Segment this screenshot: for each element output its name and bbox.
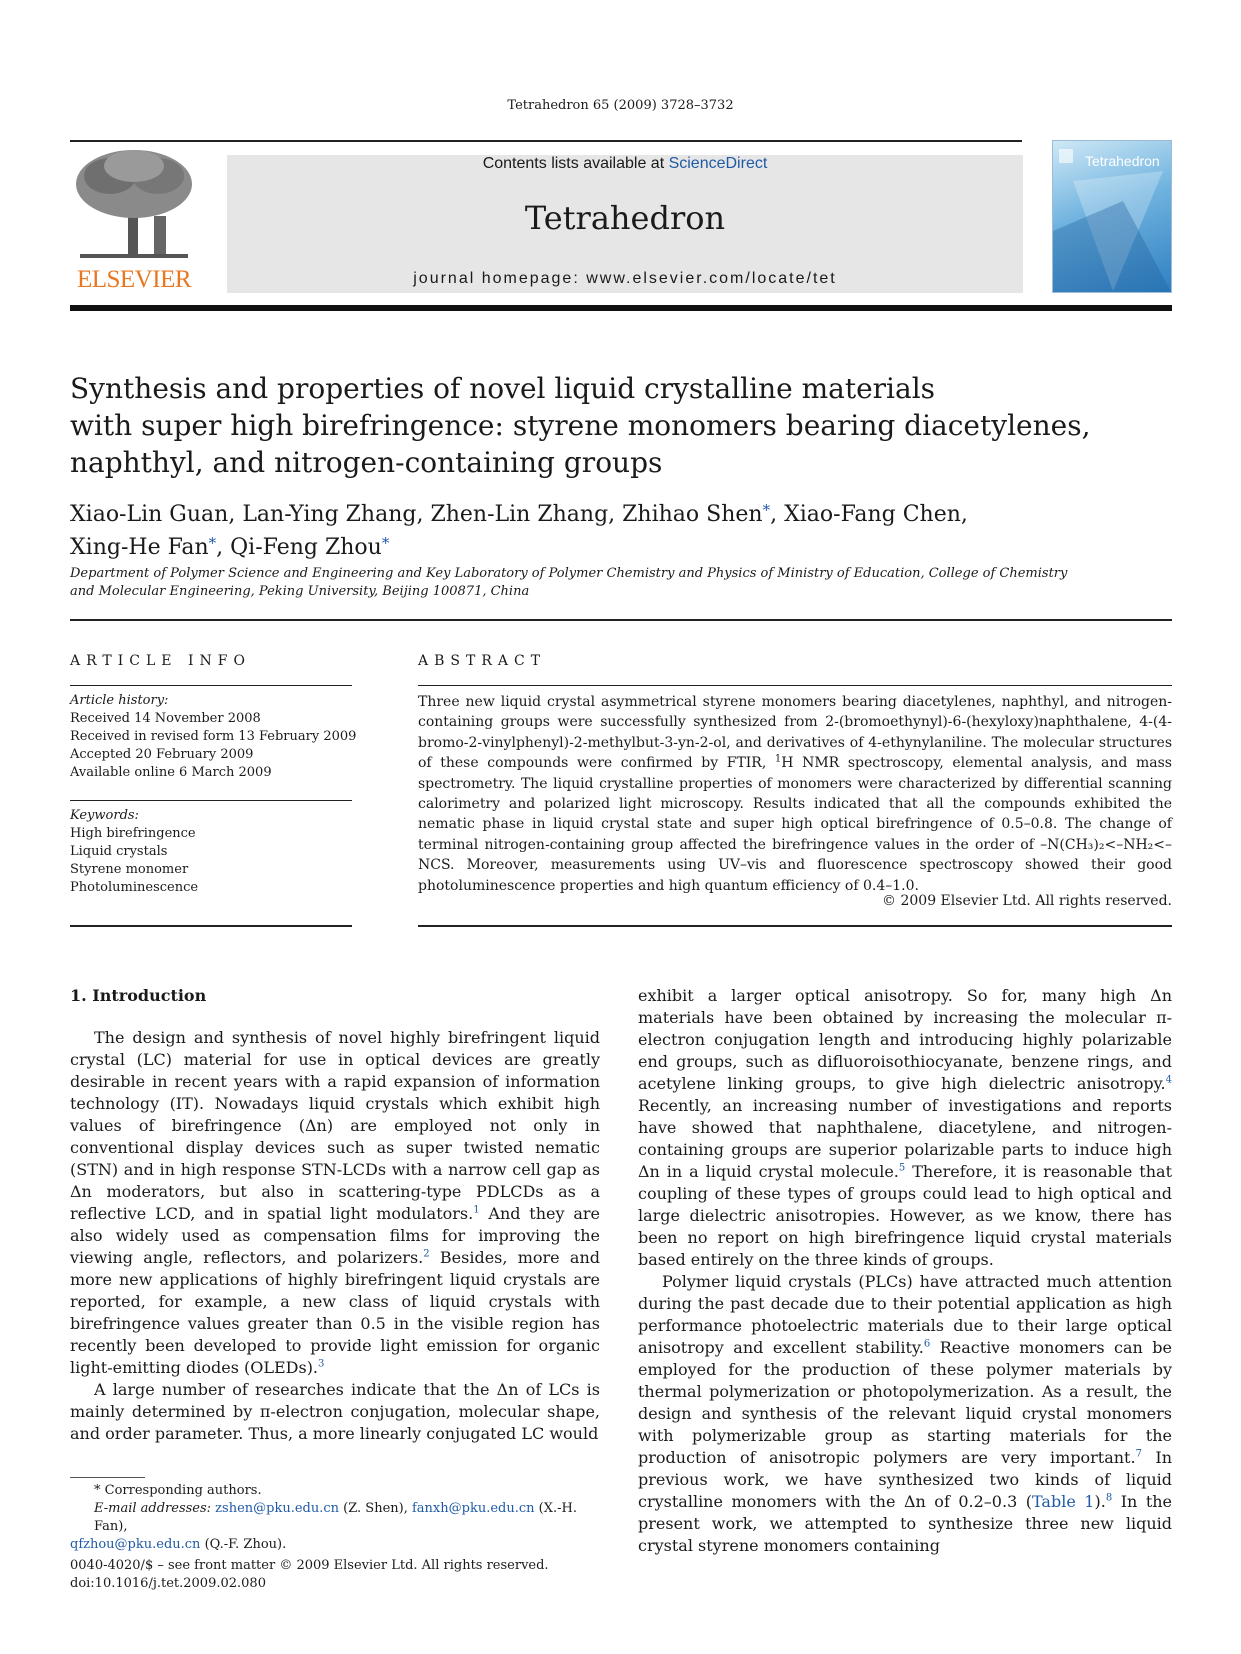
history-item: Received in revised form 13 February 2009	[70, 729, 357, 744]
keyword: Styrene monomer	[70, 862, 189, 877]
article-title: Synthesis and properties of novel liquid crystalline materials with super high birefringence: styrene monomers bearing diacetylenes, naphthyl, and nitrogen-containing groups	[70, 372, 1091, 479]
article-info-heading: ARTICLE INFO	[70, 653, 251, 669]
reference-link[interactable]: 7	[1135, 1448, 1142, 1460]
paragraph: Polymer liquid crystals (PLCs) have attracted much attention during the past decade due to their potential application as high performance photoelectric materials due to their large optical anisotropy and excellent stability.$^6$ Reactive monomers can be employed for the production of these polymer materials by thermal polymerization or photopolymerization. As a result, the design and synthesis of the relevant liquid crystal monomers with polymerizable group as starting materials for the production of anisotropic polymers are very important.$^7$ In previous work, we have synthesized two kinds of liquid crystalline monomers with the Δn of 0.2–0.3 (Table 1).$^8$ In the present work, we attempted to synthesize three new liquid crystal styrene monomers containing	[638, 1272, 1173, 1555]
reference-link[interactable]: 1	[473, 1204, 480, 1216]
abstract-text: Three new liquid crystal asymmetrical styrene monomers bearing diacetylenes, naphthyl, and nitrogen-containing groups were successfully synthesized from 2-(bromoethynyl)-6-(hexyloxy)naphthalene, 4-(4-bromo-2-vinylphenyl)-2-methylbut-3-yn-2-ol, and derivatives of 4-ethynylaniline. The molecular structures of these compounds were confirmed by FTIR, $^1$H NMR spectroscopy, elemental analysis, and mass spectrometry. The liquid crystalline properties of monomers were characterized by differential scanning calorimetry and polarized light microscopy. Results indicated that all the compounds exhibited the nematic phase in liquid crystal state and super high optical birefringence of 0.5–0.8. The change of terminal nitrogen-containing group affected the birefringence values in the order of –N(CH₃)₂<–NH₂<–NCS. Moreover, measurements using UV–vis and fluorescence spectroscopy showed their good photoluminescence properties and high quantum efficiency of 0.4–1.0.	[418, 694, 1172, 894]
journal-citation: Tetrahedron 65 (2009) 3728–3732	[507, 98, 734, 113]
contents-line: Contents lists available at ScienceDirect	[482, 155, 768, 172]
header-rule	[70, 140, 1022, 142]
footnotes: * Corresponding authors. E-mail addresses: zshen@pku.edu.cn (Z. Shen), fanxh@pku.edu.cn (X.-H. Fan), qfzhou@pku.edu.cn (Q.-F. Zhou).	[70, 1482, 600, 1554]
corresponding-marker[interactable]: *	[381, 534, 390, 552]
cover-title: Tetrahedron	[1085, 153, 1160, 169]
paragraph: The design and synthesis of novel highly birefringent liquid crystal (LC) material for use in optical devices are greatly desirable in recent years with a rapid expansion of information technology (IT). Nowadays liquid crystals which exhibit high values of birefringence (Δn) are employed not only in conventional display devices such as super twisted nematic (STN) and in high response STN-LCDs with a narrow cell gap as Δn moderators, but also in scattering-type PDLCDs as a reflective LCD, and in spatial light modulators.$^1$ And they are also widely used as compensation films for improving the viewing angle, reflectors, and polarizers.$^2$ Besides, more and more new applications of highly birefringent liquid crystals are reported, for example, a new class of liquid crystals with birefringence values greater than 0.5 in the visible region has recently been developed to provide light emission for organic light-emitting diodes (OLEDs).$^3$	[70, 1028, 601, 1377]
article-history: Article history: Received 14 November 2008 Received in revised form 13 February 2009 Accepted 20 February 2009 Available online 6 March 2009	[70, 692, 360, 782]
journal-homepage[interactable]: journal homepage: www.elsevier.com/locate/tet	[413, 270, 837, 287]
email-link[interactable]: zshen@pku.edu.cn	[215, 1501, 340, 1516]
affiliation: Department of Polymer Science and Engineering and Key Laboratory of Polymer Chemistry and Physics of Ministry of Education, College of Chemistry and Molecular Engineering, Peking University, Beijing 100871, China	[70, 566, 1068, 599]
reference-link[interactable]: 4	[1165, 1074, 1172, 1086]
divider	[418, 925, 1172, 927]
corresponding-marker[interactable]: *	[762, 501, 771, 519]
divider	[70, 685, 352, 686]
elsevier-logo	[70, 146, 198, 296]
paragraph: exhibit a larger optical anisotropy. So for, many high Δn materials have been obtained by increasing the molecular π-electron conjugation length and introducing highly polarizable end groups, such as difluoroisothiocyanate, benzene rings, and acetylene linking groups, to give high dielectric anisotropy.$^4$ Recently, an increasing number of investigations and reports have showed that naphthalene, diacetylene, and nitrogen-containing groups are superior polarizable parts to induce high Δn in a liquid crystal molecule.$^5$ Therefore, it is reasonable that coupling of these types of groups could lead to high optical and large dielectric anisotropies. However, as we know, there has been no report on high birefringence liquid crystal materials based entirely on the three kinds of groups.	[638, 986, 1172, 1269]
abstract-heading: ABSTRACT	[418, 653, 547, 669]
footnote-rule	[70, 1477, 145, 1478]
reference-link[interactable]: 3	[318, 1358, 325, 1370]
keywords: Keywords: High birefringence Liquid crystals Styrene monomer Photoluminescence	[70, 807, 360, 897]
divider	[418, 685, 1172, 686]
table-link[interactable]: Table 1	[1032, 1492, 1095, 1511]
divider	[70, 800, 352, 801]
reference-link[interactable]: 2	[423, 1248, 430, 1260]
history-item: Received 14 November 2008	[70, 711, 261, 726]
reference-link[interactable]: 8	[1105, 1492, 1113, 1504]
corresponding-note: * Corresponding authors.	[94, 1483, 262, 1498]
sciencedirect-link[interactable]: ScienceDirect	[668, 155, 768, 172]
keyword: High birefringence	[70, 826, 196, 841]
divider	[70, 925, 352, 927]
doi[interactable]: doi:10.1016/j.tet.2009.02.080	[70, 1576, 266, 1591]
author-list: Xiao-Lin Guan, Lan-Ying Zhang, Zhen-Lin Zhang, Zhihao Shen*, Xiao-Fang Chen, Xing-He Fan*, Qi-Feng Zhou*	[70, 501, 968, 560]
history-item: Available online 6 March 2009	[70, 765, 272, 780]
email-link[interactable]: fanxh@pku.edu.cn	[411, 1501, 535, 1516]
abstract-copyright: © 2009 Elsevier Ltd. All rights reserved.	[882, 893, 1172, 909]
reference-link[interactable]: 6	[923, 1338, 931, 1350]
issn-line: 0040-4020/$ – see front matter © 2009 Elsevier Ltd. All rights reserved.	[70, 1558, 549, 1573]
keyword: Liquid crystals	[70, 844, 168, 859]
body-column-right	[638, 985, 1172, 1557]
keyword: Photoluminescence	[70, 880, 199, 895]
body-column-left	[70, 985, 600, 1445]
header-thick-rule	[70, 305, 1172, 311]
journal-cover	[1052, 140, 1172, 293]
reference-link[interactable]: 5	[898, 1162, 906, 1174]
tree-icon	[70, 146, 198, 266]
section-heading: 1. Introduction	[70, 986, 207, 1005]
corresponding-marker[interactable]: *	[208, 534, 217, 552]
journal-name: Tetrahedron	[524, 199, 726, 237]
journal-banner	[227, 155, 1023, 293]
email-link[interactable]: qfzhou@pku.edu.cn	[70, 1537, 201, 1552]
front-matter	[70, 1557, 600, 1593]
history-item: Accepted 20 February 2009	[70, 747, 254, 762]
email-addresses: E-mail addresses: zshen@pku.edu.cn (Z. Shen), fanxh@pku.edu.cn (X.-H. Fan),	[94, 1501, 577, 1534]
section-rule	[70, 619, 1172, 621]
publisher-name: ELSEVIER	[76, 266, 192, 293]
paragraph: A large number of researches indicate that the Δn of LCs is mainly determined by π-electron conjugation, molecular shape, and order parameter. Thus, a more linearly conjugated LC would	[70, 1380, 600, 1443]
